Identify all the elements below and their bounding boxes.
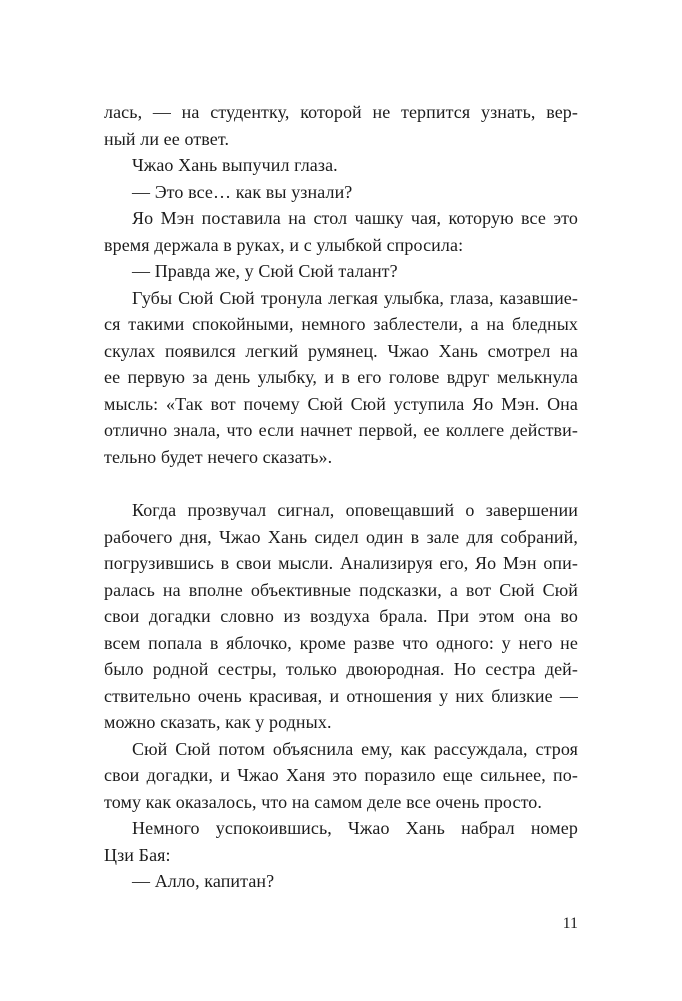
text-line: Чжао Хань выпучил глаза. [132,155,338,175]
text-line: время держала в руках, и с улыбкой спросила: [104,234,464,255]
text-line: Цзи Бая: [104,844,171,865]
text-line: — Правда же, у Сюй Сюй талант? [132,261,398,281]
text-line: погрузившись в свои мысли. Анализируя его, Яо Мэн опи- [104,553,578,573]
paragraph [104,868,578,895]
text-block [104,99,578,895]
paragraph [104,205,578,258]
text-line: ный ли ее ответ. [104,128,230,149]
text-line: Немного успокоившись, Чжао Хань набрал номер [132,818,578,838]
text-line: тельно будет нечего сказать». [104,446,333,467]
text-line: тому как оказалось, что на самом деле все очень просто. [104,791,543,812]
paragraph [104,99,578,152]
paragraph [104,815,578,868]
text-line: Яо Мэн поставила на стол чашку чая, которую все это [132,208,578,228]
paragraph [104,258,578,285]
paragraph [104,152,578,179]
page-number: 11 [562,915,578,932]
text-line: Сюй Сюй потом объяснила ему, как рассуждала, строя [132,738,578,759]
text-line: ралась на вполне объективные подсказки, а вот Сюй Сюй [104,579,578,600]
paragraph [104,497,578,736]
text-line: отлично знала, что если начнет первой, ее коллеге действи- [104,420,578,440]
text-line: — Алло, капитан? [132,871,275,891]
text-line: рабочего дня, Чжао Хань сидел один в зале для собраний, [104,526,578,547]
text-line: можно сказать, как у родных. [104,712,332,732]
text-line: ся такими спокойными, немного заблестели, а на бледных [104,314,578,334]
text-line: было родной сестры, только двоюродная. Но сестра дей- [104,659,578,679]
text-line: свои догадки, и Чжао Ханя это поразило еще сильнее, по- [104,765,578,785]
paragraph [104,179,578,206]
text-line: — Это все… как вы узнали? [132,181,353,202]
text-line: мысль: «Так вот почему Сюй Сюй уступила Яо Мэн. Она [104,393,578,414]
text-line: всем попала в яблочко, кроме разве что одного: у него не [104,632,578,653]
text-line: ствительно очень красивая, и отношения у них близкие — [104,685,578,706]
text-line: скулах появился легкий румянец. Чжао Хань смотрел на [104,340,578,361]
text-line: лась, — на студентку, которой не терпится узнать, вер- [104,102,578,122]
text-line: свои догадки словно из воздуха брала. При этом она во [104,606,578,626]
text-line: Губы Сюй Сюй тронула легкая улыбка, глаза, казавшие- [132,287,578,308]
text-line: ее первую за день улыбку, и в его голове вдруг мелькнула [104,367,578,387]
text-line: Когда прозвучал сигнал, оповещавший о завершении [132,500,578,520]
paragraph [104,285,578,471]
paragraph [104,736,578,816]
